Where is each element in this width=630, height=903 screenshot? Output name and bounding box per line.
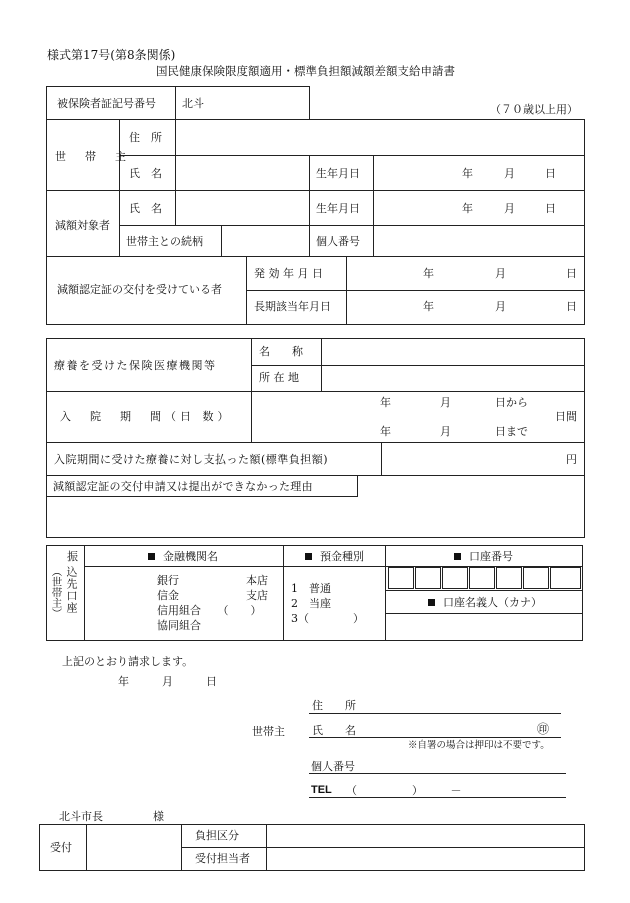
- account-digit-box[interactable]: [388, 567, 414, 589]
- form-title: 国民健康保険限度額適用・標準負担額減額差額支給申請書: [156, 64, 455, 78]
- institution-name-label: 名 称: [259, 345, 303, 358]
- reception-label: 受付: [50, 841, 72, 854]
- effective-date-label: 発 効 年 月 日: [254, 267, 323, 280]
- square-bullet-icon: [305, 553, 312, 560]
- long-term-date-label: 長期該当年月日: [254, 300, 331, 313]
- form-number: 様式第17号(第8条関係): [47, 48, 176, 62]
- year-label: 年: [423, 267, 434, 280]
- household-head-label: 世 帯 主: [55, 150, 130, 163]
- account-type-current[interactable]: 2 当座: [291, 597, 331, 610]
- account-digit-box[interactable]: [415, 567, 441, 589]
- month-label: 月: [495, 267, 506, 280]
- square-bullet-icon: [428, 599, 435, 606]
- hospitalization-label: 入 院 期 間（日 数）: [60, 410, 233, 423]
- from-label: 日から: [495, 396, 528, 409]
- bank-side-label-paren: （世帯主）: [50, 566, 63, 619]
- medical-institution-label: 療養を受けた保険医療機関等: [54, 359, 217, 372]
- target-name-label: 氏 名: [129, 202, 162, 215]
- account-number-header: 口座番号: [469, 550, 513, 563]
- request-statement: 上記のとおり請求します。: [62, 655, 194, 668]
- tel-line[interactable]: [309, 797, 566, 798]
- bank-side-label-rest: 込先口座: [65, 566, 78, 614]
- address-label: 住 所: [129, 131, 162, 144]
- applicant-name-label: 氏 名: [312, 724, 356, 737]
- request-date: 年 月 日: [118, 675, 217, 688]
- account-digit-box[interactable]: [496, 567, 522, 589]
- age-note: （７０歳以上用）: [490, 103, 578, 116]
- honorific-label: 様: [153, 810, 164, 823]
- insured-id-value: 北斗: [182, 97, 204, 110]
- account-type-header: 預金種別: [320, 550, 364, 563]
- reason-label: 減額認定証の交付申請又は提出ができなかった理由: [53, 480, 313, 493]
- bank-type-bank[interactable]: 銀行: [157, 574, 179, 587]
- mayor-label: 北斗市長: [59, 810, 103, 823]
- applicant-personal-number-label: 個人番号: [311, 760, 355, 773]
- bank-side-label-top: 振: [67, 550, 78, 563]
- seal-mark: ㊞: [537, 722, 550, 736]
- yen-label: 円: [566, 453, 577, 466]
- branch-type-head[interactable]: 本店: [246, 574, 268, 587]
- name-label: 氏 名: [129, 167, 162, 180]
- account-digit-box[interactable]: [469, 567, 495, 589]
- account-digit-box[interactable]: [523, 567, 549, 589]
- tel-format: （ ） －: [346, 784, 462, 797]
- insured-id-label: 被保険者証記号番号: [57, 97, 156, 110]
- applicant-address-label: 住 所: [312, 699, 356, 712]
- account-holder-header: 口座名義人（カナ）: [443, 596, 542, 609]
- certificate-holder-label: 減額認定証の交付を受けている者: [57, 283, 222, 296]
- applicant-personal-number-line[interactable]: [309, 773, 566, 774]
- month-label: 月: [440, 425, 451, 438]
- applicant-head-label: 世帯主: [252, 725, 285, 738]
- year-label: 年: [380, 396, 391, 409]
- payment-label: 入院期間に受けた療養に対し支払った額(標準負担額): [54, 453, 329, 466]
- tel-label: TEL: [311, 784, 332, 796]
- square-bullet-icon: [148, 553, 155, 560]
- target-birthdate-label: 生年月日: [316, 202, 360, 215]
- year-label: 年: [380, 425, 391, 438]
- birthdate-label: 生年月日: [316, 167, 360, 180]
- account-digit-box[interactable]: [442, 567, 468, 589]
- account-type-other[interactable]: 3（ ）: [291, 612, 364, 625]
- relation-label: 世帯主との続柄: [126, 235, 203, 248]
- institution-header: 金融機関名: [163, 550, 218, 563]
- staff-label: 受付担当者: [195, 852, 250, 865]
- month-label: 月: [504, 167, 515, 180]
- year-label: 年: [462, 202, 473, 215]
- seal-note: ※自署の場合は押印は不要です。: [408, 740, 550, 751]
- reduction-target-label: 減額対象者: [55, 219, 110, 232]
- account-digit-box[interactable]: [550, 567, 581, 589]
- day-label: 日: [545, 167, 556, 180]
- applicant-address-line[interactable]: [309, 713, 561, 714]
- personal-number-label: 個人番号: [316, 235, 360, 248]
- year-label: 年: [462, 167, 473, 180]
- bank-type-credit-union[interactable]: 信用組合 （ ）: [157, 604, 262, 617]
- day-label: 日: [545, 202, 556, 215]
- bank-type-cooperative[interactable]: 協同組合: [157, 619, 201, 632]
- day-label: 日: [566, 300, 577, 313]
- month-label: 月: [440, 396, 451, 409]
- bank-type-shinkin[interactable]: 信金: [157, 589, 179, 602]
- institution-address-label: 所 在 地: [259, 371, 299, 384]
- day-label: 日: [566, 267, 577, 280]
- to-label: 日まで: [495, 425, 528, 438]
- days-label: 日間: [555, 410, 577, 423]
- burden-class-label: 負担区分: [195, 829, 239, 842]
- applicant-name-line[interactable]: [309, 737, 561, 738]
- month-label: 月: [495, 300, 506, 313]
- branch-type-branch[interactable]: 支店: [246, 589, 268, 602]
- year-label: 年: [423, 300, 434, 313]
- account-type-ordinary[interactable]: 1 普通: [291, 582, 331, 595]
- square-bullet-icon: [454, 553, 461, 560]
- month-label: 月: [504, 202, 515, 215]
